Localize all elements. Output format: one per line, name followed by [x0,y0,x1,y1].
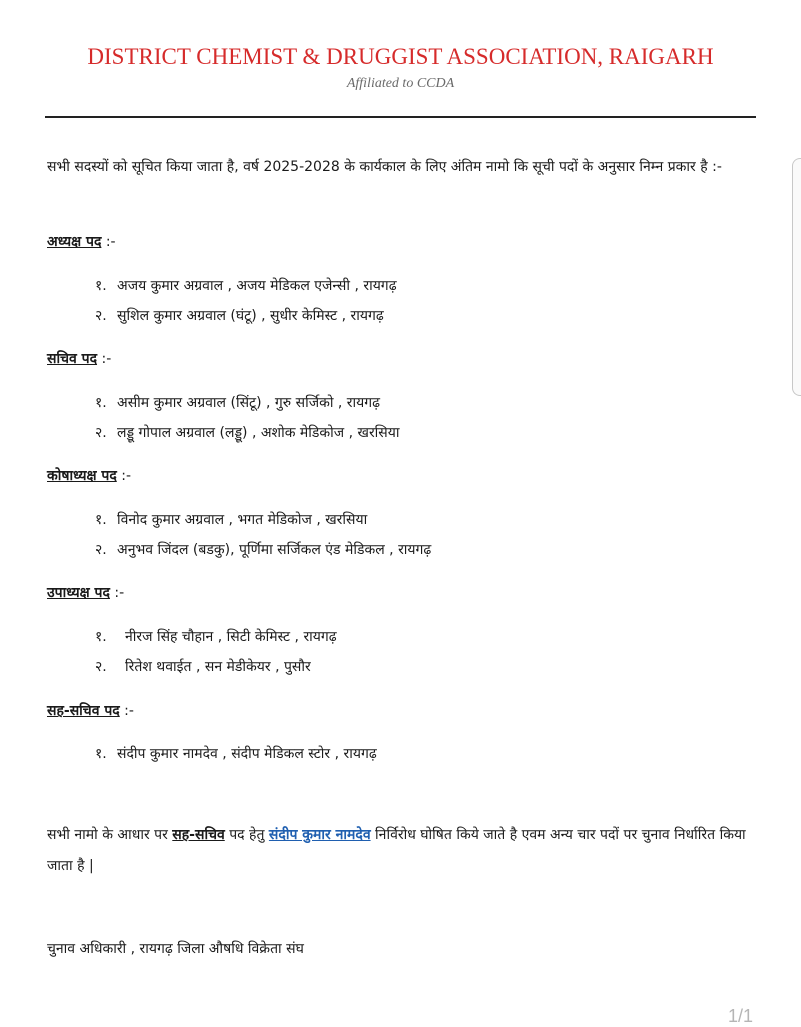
list-item-text: असीम कुमार अग्रवाल (सिंटू) , गुरु सर्जिको , रायगढ़ [117,395,381,411]
section-heading-suffix: :- [109,585,125,601]
list-item-number: २. [95,308,107,324]
section-heading-label: सह-सचिव पद [47,703,120,719]
list-item [95,306,384,325]
list-item-number: १. [95,278,107,294]
document-title: DISTRICT CHEMIST & DRUGGIST ASSOCIATION, RAIGARH [87,44,714,69]
section-heading-label: उपाध्यक्ष पद [47,585,110,601]
list-item [95,423,400,442]
list-item-number: २. [95,542,107,558]
section-heading-suffix: :- [101,234,116,250]
section-heading-sachiv [47,349,111,368]
declaration-text: निर्विरोध घोषित किये जाते है एवम अन्य चार पदों पर चुनाव निर्धारित किया जाता है | [47,827,746,874]
list-item [95,393,380,412]
list-item-text: लड्डू गोपाल अग्रवाल (लड्डू) , अशोक मेडिकोज , खरसिया [117,425,400,441]
list-item-text: नीरज सिंह चौहान , सिटी केमिस्ट , रायगढ़ [125,629,337,645]
declaration-text: सभी नामो के आधार पर [47,827,173,843]
section-heading-suffix: :- [116,468,131,484]
list-item [95,510,367,529]
list-item-text: रितेश थवाईत , सन मेडीकेयर , पुसौर [125,659,311,675]
list-item [95,657,311,676]
scrollbar[interactable] [792,158,801,396]
list-item-number: १. [95,746,107,762]
list-item-number: १. [95,512,107,528]
list-item [95,744,377,763]
list-item-number: २. [95,659,107,675]
list-item-text: संदीप कुमार नामदेव , संदीप मेडिकल स्टोर , रायगढ़ [117,746,377,762]
section-heading-suffix: :- [119,703,134,719]
list-item-number: १. [95,395,107,411]
list-item [95,540,431,559]
section-heading-suffix: :- [97,351,112,367]
list-item [95,627,337,646]
section-heading-upadhyaksh [47,583,124,602]
list-item-text: अनुभव जिंदल (बडकु), पूर्णिमा सर्जिकल एंड मेडिकल , रायगढ़ [117,542,432,558]
section-heading-sah-sachiv [47,701,134,720]
section-heading-label: सचिव पद [47,351,98,367]
section-heading-koshadhyaksh [47,466,131,485]
page-indicator: 1/1 [728,1006,754,1026]
declaration-text: पद हेतु [224,827,269,843]
list-item-number: १. [95,629,107,645]
section-heading-label: कोषाध्यक्ष पद [47,468,117,484]
signature-line: चुनाव अधिकारी , रायगढ़ जिला औषधि विक्रेता संघ [47,941,304,957]
intro-paragraph: सभी सदस्यों को सूचित किया जाता है, वर्ष 2025-2028 के कार्यकाल के लिए अंतिम नामो कि सूची पदों के अनुसार निम्न प्रकार है :- [47,159,722,175]
header-divider [45,116,756,118]
document-subtitle: Affiliated to CCDA [346,76,455,91]
list-item-text: सुशिल कुमार अग्रवाल (घंटू) , सुधीर केमिस्ट , रायगढ़ [117,308,384,324]
section-heading-adhyaksh [47,232,116,251]
declaration-paragraph [47,820,747,882]
declaration-post: सह-सचिव [172,827,225,843]
list-item-text: अजय कुमार अग्रवाल , अजय मेडिकल एजेन्सी , रायगढ़ [117,278,397,294]
list-item-number: २. [95,425,107,441]
list-item [95,276,397,295]
section-heading-label: अध्यक्ष पद [47,234,102,250]
declared-name-link[interactable]: संदीप कुमार नामदेव [268,827,371,843]
list-item-text: विनोद कुमार अग्रवाल , भगत मेडिकोज , खरसिया [117,512,368,528]
